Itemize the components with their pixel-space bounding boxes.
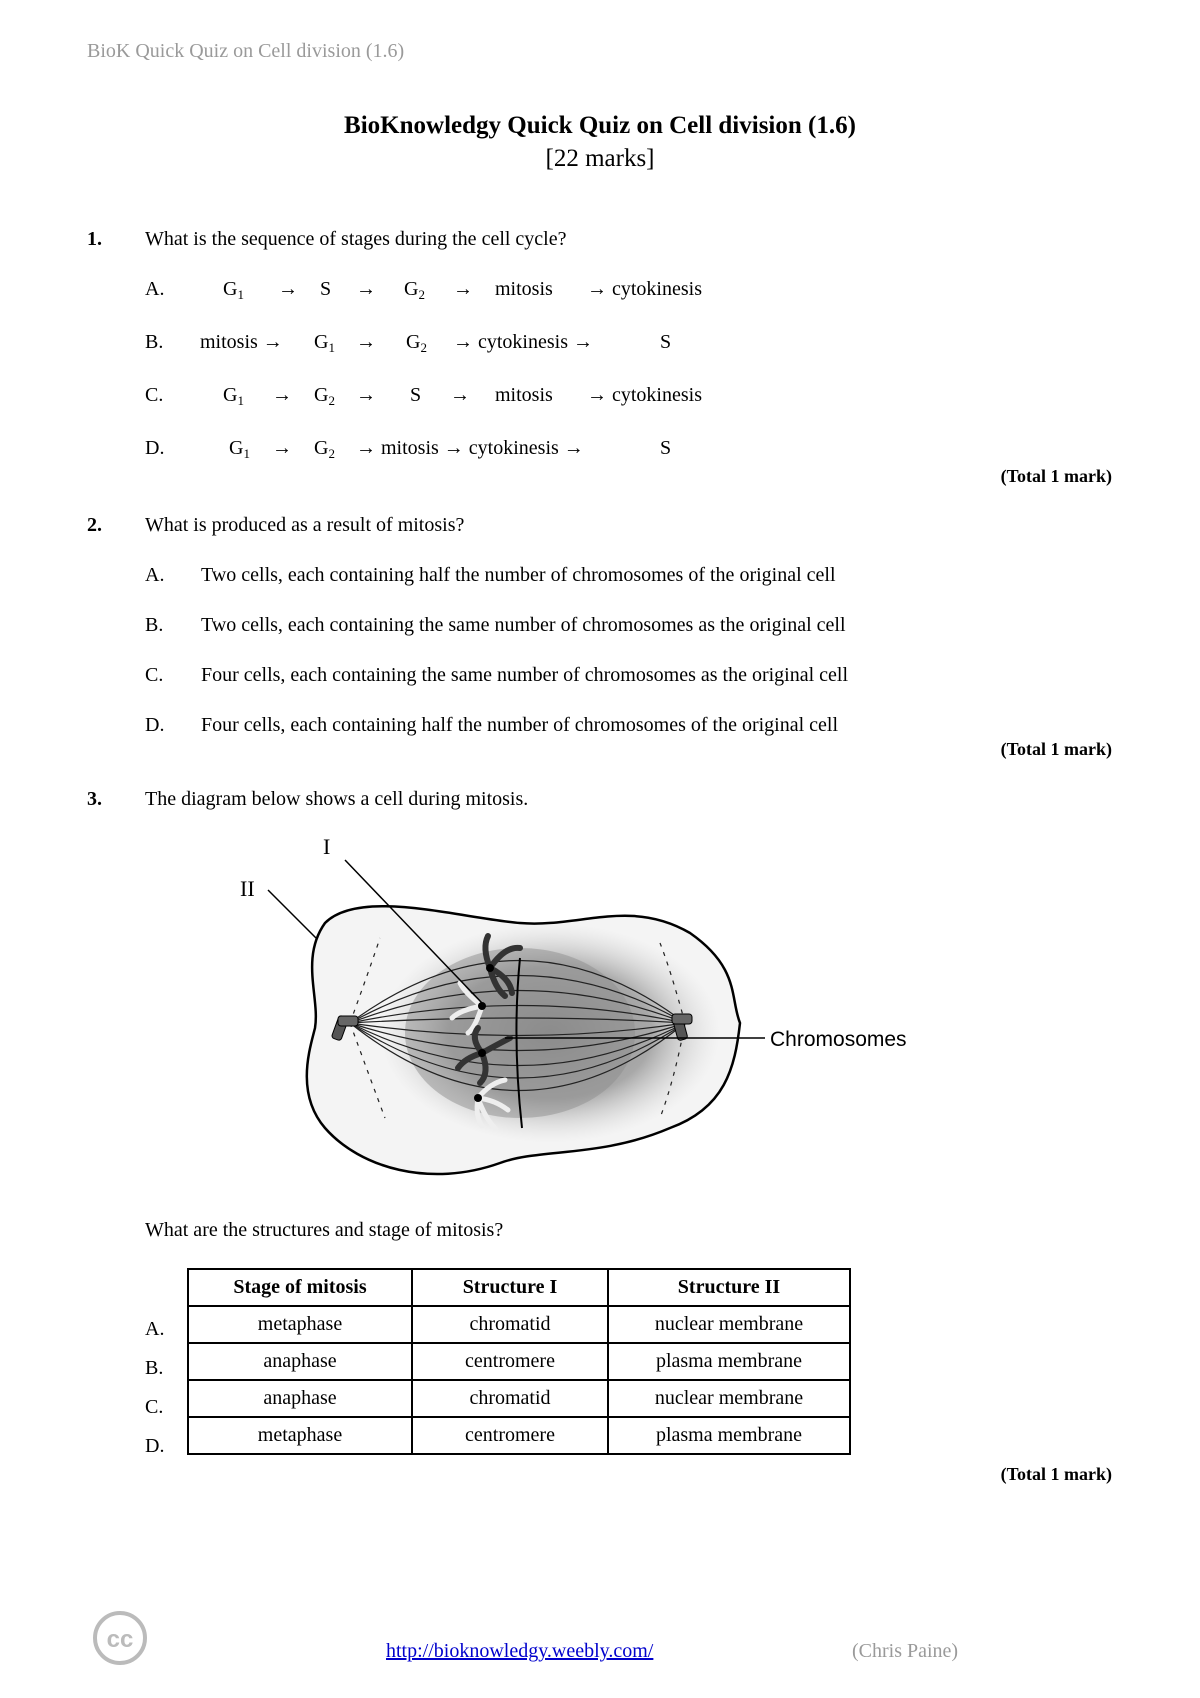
sequence-term: → mitosis → cytokinesis → — [356, 437, 584, 459]
q3-row-c-letter: C. — [145, 1396, 164, 1418]
sequence-term: mitosis — [495, 278, 553, 300]
question-2-text: What is produced as a result of mitosis? — [145, 514, 465, 536]
question-3-subtext: What are the structures and stage of mitosis? — [145, 1219, 504, 1241]
q1-option-c-letter: C. — [145, 384, 164, 406]
q3-row-d-letter: D. — [145, 1435, 165, 1457]
table-cell: nuclear membrane — [608, 1306, 850, 1343]
q2-option-a-letter: A. — [145, 564, 165, 586]
running-header: BioK Quick Quiz on Cell division (1.6) — [87, 40, 405, 62]
q2-option-b-letter: B. — [145, 614, 164, 636]
column-header: Stage of mitosis — [188, 1269, 412, 1306]
sequence-term: → cytokinesis — [587, 278, 702, 300]
q2-option-d-letter: D. — [145, 714, 165, 736]
sequence-term: $G_2$ — [404, 278, 425, 302]
table-cell: plasma membrane — [608, 1343, 850, 1380]
q2-total: (Total 1 mark) — [1000, 739, 1112, 759]
table-cell: anaphase — [188, 1380, 412, 1417]
sequence-term: S — [320, 278, 332, 300]
table-cell: centromere — [412, 1343, 608, 1380]
sequence-term: mitosis → — [200, 331, 283, 353]
sequence-term: $G_1$ — [223, 278, 244, 302]
table-row[interactable] — [188, 1417, 850, 1454]
q2-option-d[interactable]: Four cells, each containing half the number of chromosomes of the original cell — [201, 714, 839, 736]
author-credit: (Chris Paine) — [852, 1640, 959, 1662]
table-cell: nuclear membrane — [608, 1380, 850, 1417]
sequence-term: $G_2$ — [314, 437, 335, 461]
label-ii: II — [240, 876, 255, 901]
sequence-term: S — [410, 384, 422, 406]
mitosis-cell-diagram — [220, 828, 940, 1188]
table-row[interactable] — [188, 1306, 850, 1343]
arrow-icon: → — [272, 437, 292, 459]
table-cell: chromatid — [412, 1380, 608, 1417]
table-cell: metaphase — [188, 1306, 412, 1343]
sequence-term: → cytokinesis → — [453, 331, 593, 353]
cc-badge-text: cc — [106, 1626, 134, 1653]
arrow-icon: → — [450, 384, 470, 406]
arrow-icon: → — [356, 278, 376, 300]
label-line-ii — [268, 890, 316, 938]
q2-option-c[interactable]: Four cells, each containing the same number of chromosomes as the original cell — [201, 664, 849, 686]
q1-option-a-letter: A. — [145, 278, 165, 300]
arrow-icon: → — [272, 384, 292, 406]
column-header: Structure II — [608, 1269, 850, 1306]
creative-commons-icon — [92, 1610, 148, 1666]
q3-row-a-letter: A. — [145, 1318, 165, 1340]
sequence-term: mitosis — [495, 384, 553, 406]
sequence-term: S — [660, 331, 672, 353]
arrow-icon: → — [278, 278, 298, 300]
sequence-term: $G_1$ — [229, 437, 250, 461]
q1-option-b-letter: B. — [145, 331, 164, 353]
question-1-number: 1. — [87, 228, 102, 250]
sequence-term: $G_1$ — [314, 331, 335, 355]
answer-table — [187, 1268, 851, 1455]
q1-option-d-sequence[interactable] — [0, 437, 1200, 463]
site-link[interactable]: http://bioknowledgy.weebly.com/ — [386, 1640, 654, 1662]
arrow-icon: → — [356, 384, 376, 406]
q2-option-a[interactable]: Two cells, each containing half the number of chromosomes of the original cell — [201, 564, 836, 586]
sequence-term: $G_2$ — [406, 331, 427, 355]
q2-option-c-letter: C. — [145, 664, 164, 686]
q3-total: (Total 1 mark) — [1000, 1464, 1112, 1484]
q1-option-d-letter: D. — [145, 437, 165, 459]
table-cell: plasma membrane — [608, 1417, 850, 1454]
table-row[interactable] — [188, 1343, 850, 1380]
arrow-icon: → — [453, 278, 473, 300]
sequence-term: S — [660, 437, 672, 459]
table-cell: anaphase — [188, 1343, 412, 1380]
table-cell: centromere — [412, 1417, 608, 1454]
page-title: BioKnowledgy Quick Quiz on Cell division (1.6) — [344, 112, 856, 139]
question-2-number: 2. — [87, 514, 102, 536]
label-chromosomes: Chromosomes — [770, 1028, 907, 1051]
arrow-icon: → — [356, 331, 376, 353]
q1-option-c-sequence[interactable] — [0, 384, 1200, 410]
q1-option-b-sequence[interactable] — [0, 331, 1200, 357]
q1-option-a-sequence[interactable] — [0, 278, 1200, 304]
table-row[interactable] — [188, 1380, 850, 1417]
q2-option-b[interactable]: Two cells, each containing the same number of chromosomes as the original cell — [201, 614, 846, 636]
label-i: I — [323, 834, 331, 859]
table-cell: metaphase — [188, 1417, 412, 1454]
total-marks: [22 marks] — [545, 145, 655, 172]
sequence-term: $G_1$ — [223, 384, 244, 408]
question-3-number: 3. — [87, 788, 102, 810]
table-header-row — [188, 1269, 850, 1306]
q1-total: (Total 1 mark) — [1000, 466, 1112, 486]
question-3-text: The diagram below shows a cell during mitosis. — [145, 788, 529, 810]
question-1-text: What is the sequence of stages during the cell cycle? — [145, 228, 567, 250]
sequence-term: $G_2$ — [314, 384, 335, 408]
column-header: Structure I — [412, 1269, 608, 1306]
q3-row-b-letter: B. — [145, 1357, 164, 1379]
table-cell: chromatid — [412, 1306, 608, 1343]
sequence-term: → cytokinesis — [587, 384, 702, 406]
